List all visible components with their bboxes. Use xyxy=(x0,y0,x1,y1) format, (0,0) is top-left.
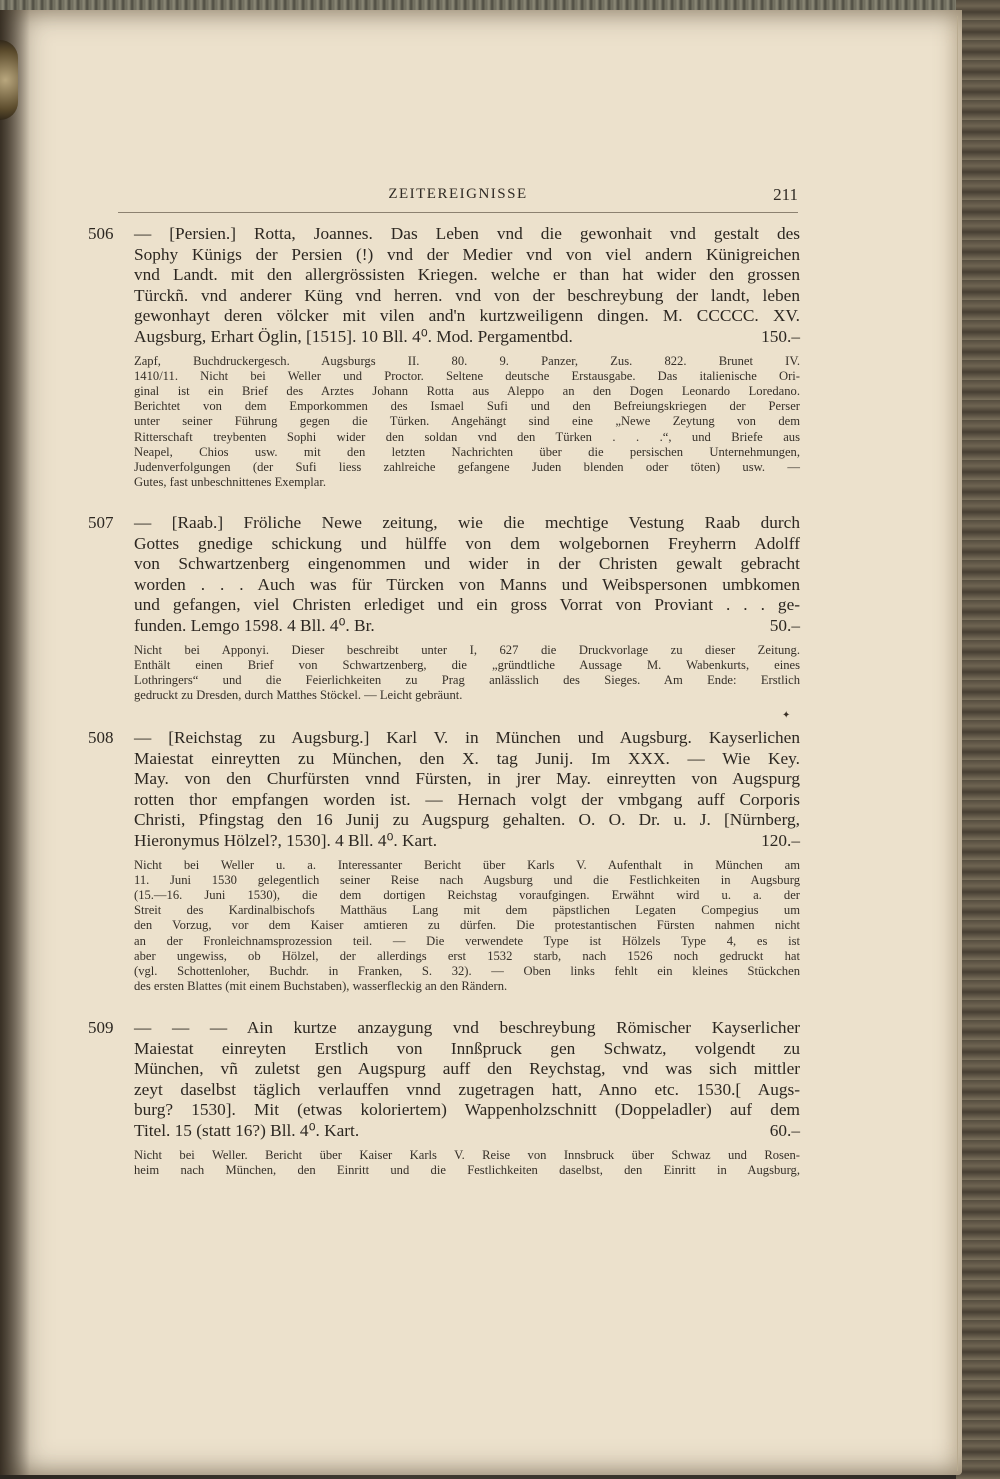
entry-line: Maiestat einreyten Erstlich von Innßpruck gen Schwatz, volgendt zu xyxy=(134,1038,800,1058)
note-line: des ersten Blattes (mit einem Buchstaben), wasserfleckig an den Rändern. xyxy=(134,979,508,994)
entry-number: 509 xyxy=(88,1018,114,1037)
entry-note xyxy=(134,1148,800,1178)
entry-last-line xyxy=(134,616,800,637)
entry-line: zeyt daselbst täglich verlauffen vnnd zugetragen hatt, Anno etc. 1530.[ Augs- xyxy=(134,1079,800,1099)
entry-last-line xyxy=(134,831,800,852)
note-line: 11. Juni 1530 gelegentlich seiner Reise nach Augsburg und die Festlichkeiten in Augsburg xyxy=(134,872,800,887)
note-line: Berichtet von dem Emporkommen des Ismael Sufi und den Befreiungskriegen der Perser xyxy=(134,399,800,414)
entry-line: Augsburg, Erhart Öglin, [1515]. 10 Bll. 4⁰. Mod. Pergamentbd. xyxy=(134,326,573,346)
binding-shadow xyxy=(0,10,30,1475)
catalog-entry-509 xyxy=(88,1018,800,1178)
entry-line: burg? 1530]. Mit (etwas koloriertem) Wappenholzschnitt (Doppeladler) auf dem xyxy=(134,1100,800,1120)
ink-smudge: ✦ xyxy=(782,710,791,721)
note-line: (15.—16. Juni 1530), die dem dortigen Reichstag voraufgingen. Erwähnt wird u. a. der xyxy=(134,887,800,902)
running-head: ZEITEREIGNISSE xyxy=(388,186,528,202)
note-line: Nicht bei Weller u. a. Interessanter Bericht über Karls V. Aufenthalt in München am xyxy=(134,857,800,872)
note-line: Nicht bei Weller. Bericht über Kaiser Karls V. Reise von Innsbruck über Schwaz und Rosen- xyxy=(134,1147,800,1162)
entry-description xyxy=(134,513,800,637)
entry-line: — [Reichstag zu Augsburg.] Karl V. in München und Augsburg. Kayserlichen xyxy=(134,728,800,747)
catalog-entry-507 xyxy=(88,513,800,703)
entry-line: von Schwartzenberg eingenommen und wider in der Christen gewalt gebracht xyxy=(134,554,800,574)
book-cover-edge xyxy=(956,0,1000,1479)
book-page xyxy=(0,10,962,1475)
entry-last-line xyxy=(134,327,800,348)
note-line: Streit des Kardinalbischofs Matthäus Lang mit dem päpstlichen Legaten Compegius um xyxy=(134,903,800,918)
note-line: gedruckt zu Dresden, durch Matthes Stöckel. — Leicht gebräunt. xyxy=(134,688,463,703)
page-number: 211 xyxy=(773,185,798,204)
note-line: Ritterschaft treybenten Sophi wider den soldan vnd den Türken . . .“, und Briefe aus xyxy=(134,429,800,444)
entry-line: rotten thor empfangen worden ist. — Hernach volgt der vmbgang auff Corporis xyxy=(134,789,800,809)
entry-line: Sophy Künigs der Persien (!) vnd der Medier vnd von viel andern Künigreichen xyxy=(134,244,800,264)
entry-line: funden. Lemgo 1598. 4 Bll. 4⁰. Br. xyxy=(134,615,375,635)
note-line: Nicht bei Apponyi. Dieser beschreibt unter I, 627 die Druckvorlage zu dieser Zeitung. xyxy=(134,642,800,657)
note-line: ginal ist ein Brief des Arztes Johann Rotta aus Aleppo an den Dogen Leonardo Loredano. xyxy=(134,383,800,398)
page-clip xyxy=(0,40,18,120)
entry-line: — — — Ain kurtze anzaygung vnd beschreybung Römischer Kayserlicher xyxy=(134,1018,800,1037)
entry-price: 50.– xyxy=(769,615,800,635)
note-line: aber ungewiss, ob Hölzel, der allerdings erst 1532 starb, nach 1526 noch gedruckt hat xyxy=(134,948,800,963)
catalog-entry-506 xyxy=(88,224,800,490)
entry-note xyxy=(134,858,800,995)
entry-line: gewonhayt deren völcker mit vilen and'n kurtzweiligenn dingen. M. CCCCC. XV. xyxy=(134,306,800,326)
entry-line: May. von den Churfürsten vnnd Fürsten, in jrer May. einreytten von Augspurg xyxy=(134,769,800,789)
note-line: heim nach München, den Einritt und die Festlichkeiten daselbst, den Einritt in Augsburg, xyxy=(134,1162,800,1177)
entry-number: 508 xyxy=(88,728,114,747)
page-header xyxy=(118,182,798,213)
entry-description xyxy=(134,224,800,348)
note-line: Judenverfolgungen (der Sufi liess zahlreiche gefangene Juden blenden oder töten) usw. — xyxy=(134,459,800,474)
entry-line: Hieronymus Hölzel?, 1530]. 4 Bll. 4⁰. Kart. xyxy=(134,830,438,850)
entry-price: 60.– xyxy=(769,1120,800,1140)
note-line: (vgl. Schottenloher, Buchdr. in Franken, S. 32). — Oben links fehlt ein kleines Stückchen xyxy=(134,963,800,978)
entry-number: 506 xyxy=(88,224,114,243)
note-line: unter seiner Führung gegen die Türken. Angehängt sind eine „Newe Zeytung von dem xyxy=(134,414,800,429)
note-line: Enthält einen Brief von Schwartzenberg, die „gründtliche Aussage M. Wabenkurts, eines xyxy=(134,657,800,672)
entry-description xyxy=(134,728,800,852)
note-line: 1410/11. Nicht bei Weller und Proctor. Seltene deutsche Erstausgabe. Das italienische Ori- xyxy=(134,368,800,383)
entry-last-line xyxy=(134,1121,800,1142)
page-edge xyxy=(957,16,958,1471)
entry-line: Gottes gnedige schickung und hülffe von dem wolgebornen Freyherrn Adolff xyxy=(134,533,800,553)
entry-note xyxy=(134,354,800,491)
entry-line: — [Raab.] Fröliche Newe zeitung, wie die mechtige Vestung Raab durch xyxy=(134,513,800,532)
entry-line: und gefangen, viel Christen erlediget und ein gross Vorrat von Proviant . . . ge- xyxy=(134,595,800,615)
note-line: Neapel, Chios usw. mit den letzten Nachrichten über die persischen Unternehmungen, xyxy=(134,444,800,459)
entry-price: 120.– xyxy=(761,830,800,850)
note-line: Zapf, Buchdruckergesch. Augsburgs II. 80. 9. Panzer, Zus. 822. Brunet IV. xyxy=(134,353,800,368)
note-line: den Vorzug, vor dem Kaiser amtieren zu dürfen. Die protestantischen Fürsten nahmen nicht xyxy=(134,918,800,933)
entry-number: 507 xyxy=(88,513,114,532)
entry-line: worden . . . Auch was für Türcken von Manns und Weibspersonen umbkomen xyxy=(134,574,800,594)
entry-description xyxy=(134,1018,800,1142)
note-line: Lothringers“ und die Feierlichkeiten zu Prag anlässlich des Sieges. Am Ende: Erstlich xyxy=(134,672,800,687)
entry-note xyxy=(134,643,800,704)
entry-line: Titel. 15 (statt 16?) Bll. 4⁰. Kart. xyxy=(134,1120,360,1140)
entry-line: vnd Landt. mit den allergrössisten Kriegen. welche er than hat wider den grossen xyxy=(134,265,800,285)
note-line: Gutes, fast unbeschnittenes Exemplar. xyxy=(134,475,327,490)
entry-line: München, vñ zuletst gen Augspurg auff den Reychstag, vnd was sich mittler xyxy=(134,1059,800,1079)
entry-price: 150.– xyxy=(761,326,800,346)
entry-line: Christi, Pfingstag den 16 Junij zu Augspurg gehalten. O. O. Dr. u. J. [Nürnberg, xyxy=(134,810,800,830)
catalog-entry-508 xyxy=(88,728,800,994)
entry-line: — [Persien.] Rotta, Joannes. Das Leben vnd die gewonhait vnd gestalt des xyxy=(134,224,800,243)
entry-line: Maiestat einreytten zu München, den X. tag Junij. Im XXX. — Wie Key. xyxy=(134,748,800,768)
note-line: an der Fronleichnamsprozession teil. — Die verwendete Type ist Hölzels Type 4, es ist xyxy=(134,933,800,948)
entry-line: Türckñ. vnd anderer Küng vnd herren. vnd von der beschreybung der landt, leben xyxy=(134,285,800,305)
